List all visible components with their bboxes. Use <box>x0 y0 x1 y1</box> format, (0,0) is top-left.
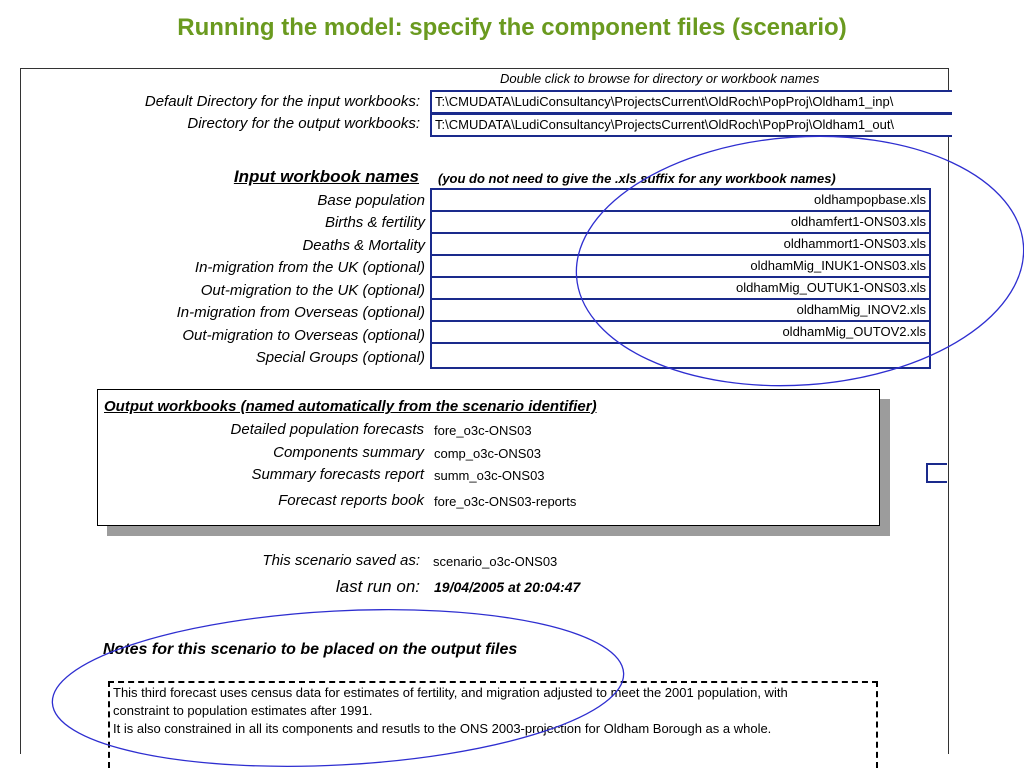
births-fertility-field[interactable]: oldhamfert1-ONS03.xls <box>430 212 931 234</box>
base-population-field[interactable]: oldhampopbase.xls <box>430 188 931 212</box>
in-migration-overseas-label: In-migration from Overseas (optional) <box>176 304 425 321</box>
output-directory-label: Directory for the output workbooks: <box>187 115 420 132</box>
out-migration-uk-field[interactable]: oldhamMig_OUTUK1-ONS03.xls <box>430 278 931 300</box>
input-directory-field[interactable]: T:\CMUDATA\LudiConsultancy\ProjectsCurrent\OldRoch\PopProj\Oldham1_inp\ <box>430 90 952 114</box>
in-migration-uk-field[interactable]: oldhamMig_INUK1-ONS03.xls <box>430 256 931 278</box>
out-migration-uk-label: Out-migration to the UK (optional) <box>200 282 425 299</box>
components-summary-label: Components summary <box>273 444 424 461</box>
notes-line-3: It is also constrained in all its components and resutls to the ONS 2003-projection for Oldham Borough as a whole. <box>113 721 772 736</box>
last-run-label: last run on: <box>335 577 420 596</box>
reports-book-value: fore_o3c-ONS03-reports <box>434 494 577 509</box>
last-run-value: 19/04/2005 at 20:04:47 <box>434 579 581 595</box>
special-groups-field[interactable] <box>430 344 931 369</box>
detailed-forecasts-label: Detailed population forecasts <box>230 421 424 438</box>
special-groups-label: Special Groups (optional) <box>255 349 425 366</box>
notes-line-2: constraint to population estimates after 1991. <box>113 703 373 718</box>
scenario-saved-label: This scenario saved as: <box>262 552 420 569</box>
deaths-mortality-field[interactable]: oldhammort1-ONS03.xls <box>430 234 931 256</box>
summary-report-label: Summary forecasts report <box>251 466 424 483</box>
reports-book-label: Forecast reports book <box>278 492 424 509</box>
in-migration-uk-label: In-migration from the UK (optional) <box>194 259 425 276</box>
scenario-saved-value: scenario_o3c-ONS03 <box>433 554 558 569</box>
page-title: Running the model: specify the component files (scenario) <box>177 14 847 41</box>
output-workbooks-panel <box>97 389 880 526</box>
notes-line-1: This third forecast uses census data for estimates of fertility, and migration adjusted to meet the 2001 population, with <box>113 685 788 700</box>
input-workbooks-note: (you do not need to give the .xls suffix for any workbook names) <box>438 171 836 186</box>
out-migration-overseas-field[interactable]: oldhamMig_OUTOV2.xls <box>430 322 931 344</box>
detailed-forecasts-value: fore_o3c-ONS03 <box>434 423 532 438</box>
notes-heading: Notes for this scenario to be placed on the output files <box>103 641 518 658</box>
deaths-mortality-label: Deaths & Mortality <box>302 237 425 254</box>
browse-hint: Double click to browse for directory or workbook names <box>500 71 820 86</box>
input-directory-label: Default Directory for the input workbooks: <box>144 93 420 110</box>
output-directory-field[interactable]: T:\CMUDATA\LudiConsultancy\ProjectsCurrent\OldRoch\PopProj\Oldham1_out\ <box>430 113 952 137</box>
base-population-label: Base population <box>317 192 425 209</box>
in-migration-overseas-field[interactable]: oldhamMig_INOV2.xls <box>430 300 931 322</box>
components-summary-value: comp_o3c-ONS03 <box>434 446 541 461</box>
edge-button[interactable] <box>926 463 947 483</box>
notes-textarea[interactable] <box>108 681 878 768</box>
input-workbooks-heading: Input workbook names <box>233 167 419 186</box>
output-workbooks-heading: Output workbooks (named automatically from the scenario identifier) <box>104 398 597 415</box>
out-migration-overseas-label: Out-migration to Overseas (optional) <box>182 327 425 344</box>
births-fertility-label: Births & fertility <box>324 214 425 231</box>
summary-report-value: summ_o3c-ONS03 <box>434 468 545 483</box>
